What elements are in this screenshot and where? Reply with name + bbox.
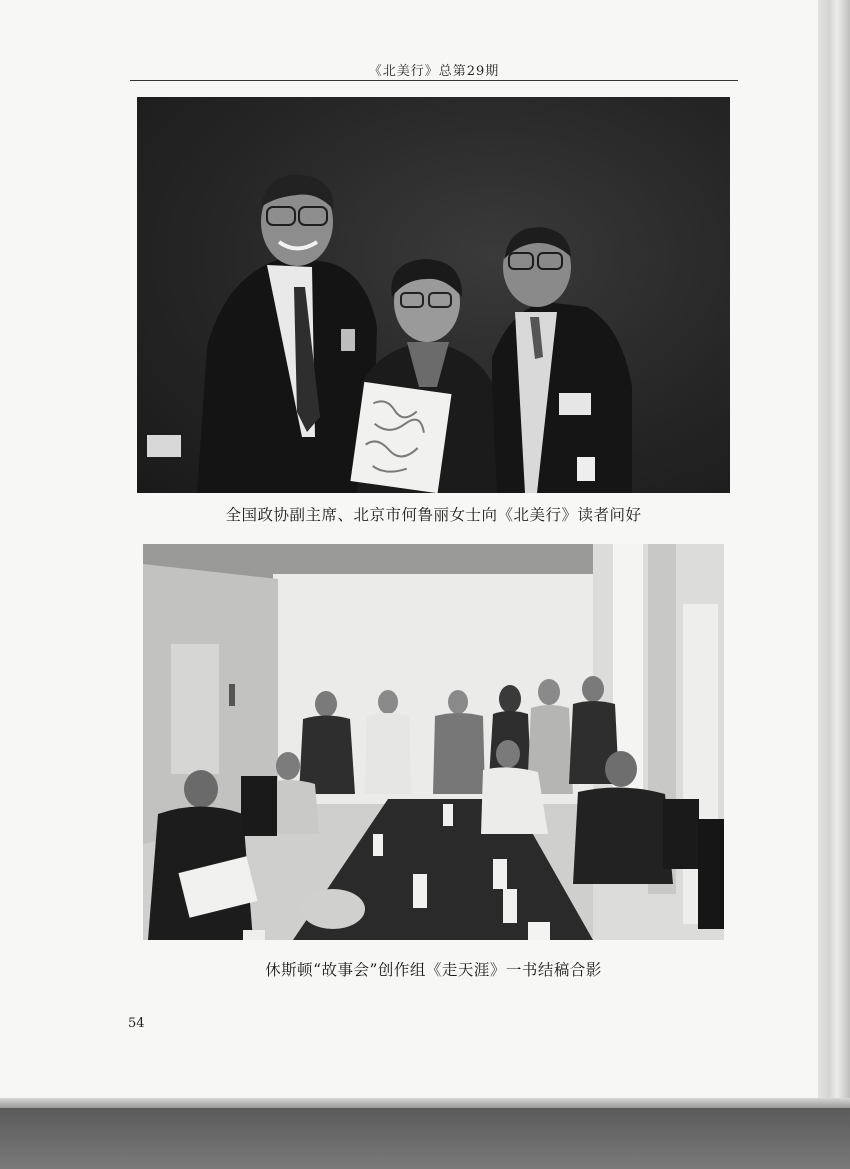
- photo-group-meeting: [143, 544, 724, 940]
- page-edge-bottom: [0, 1098, 850, 1108]
- page-edge: [818, 0, 850, 1105]
- photo-three-people: [137, 97, 730, 493]
- page-number: 54: [128, 1016, 145, 1031]
- running-header: 《北美行》总第29期: [368, 64, 500, 79]
- header-rule: [130, 80, 738, 81]
- photo2-caption: 休斯顿“故事会”创作组《走天涯》一书结稿合影: [265, 961, 602, 979]
- photo1-caption: 全国政协副主席、北京市何鲁丽女士向《北美行》读者问好: [225, 506, 642, 524]
- scanner-background: [0, 1108, 850, 1169]
